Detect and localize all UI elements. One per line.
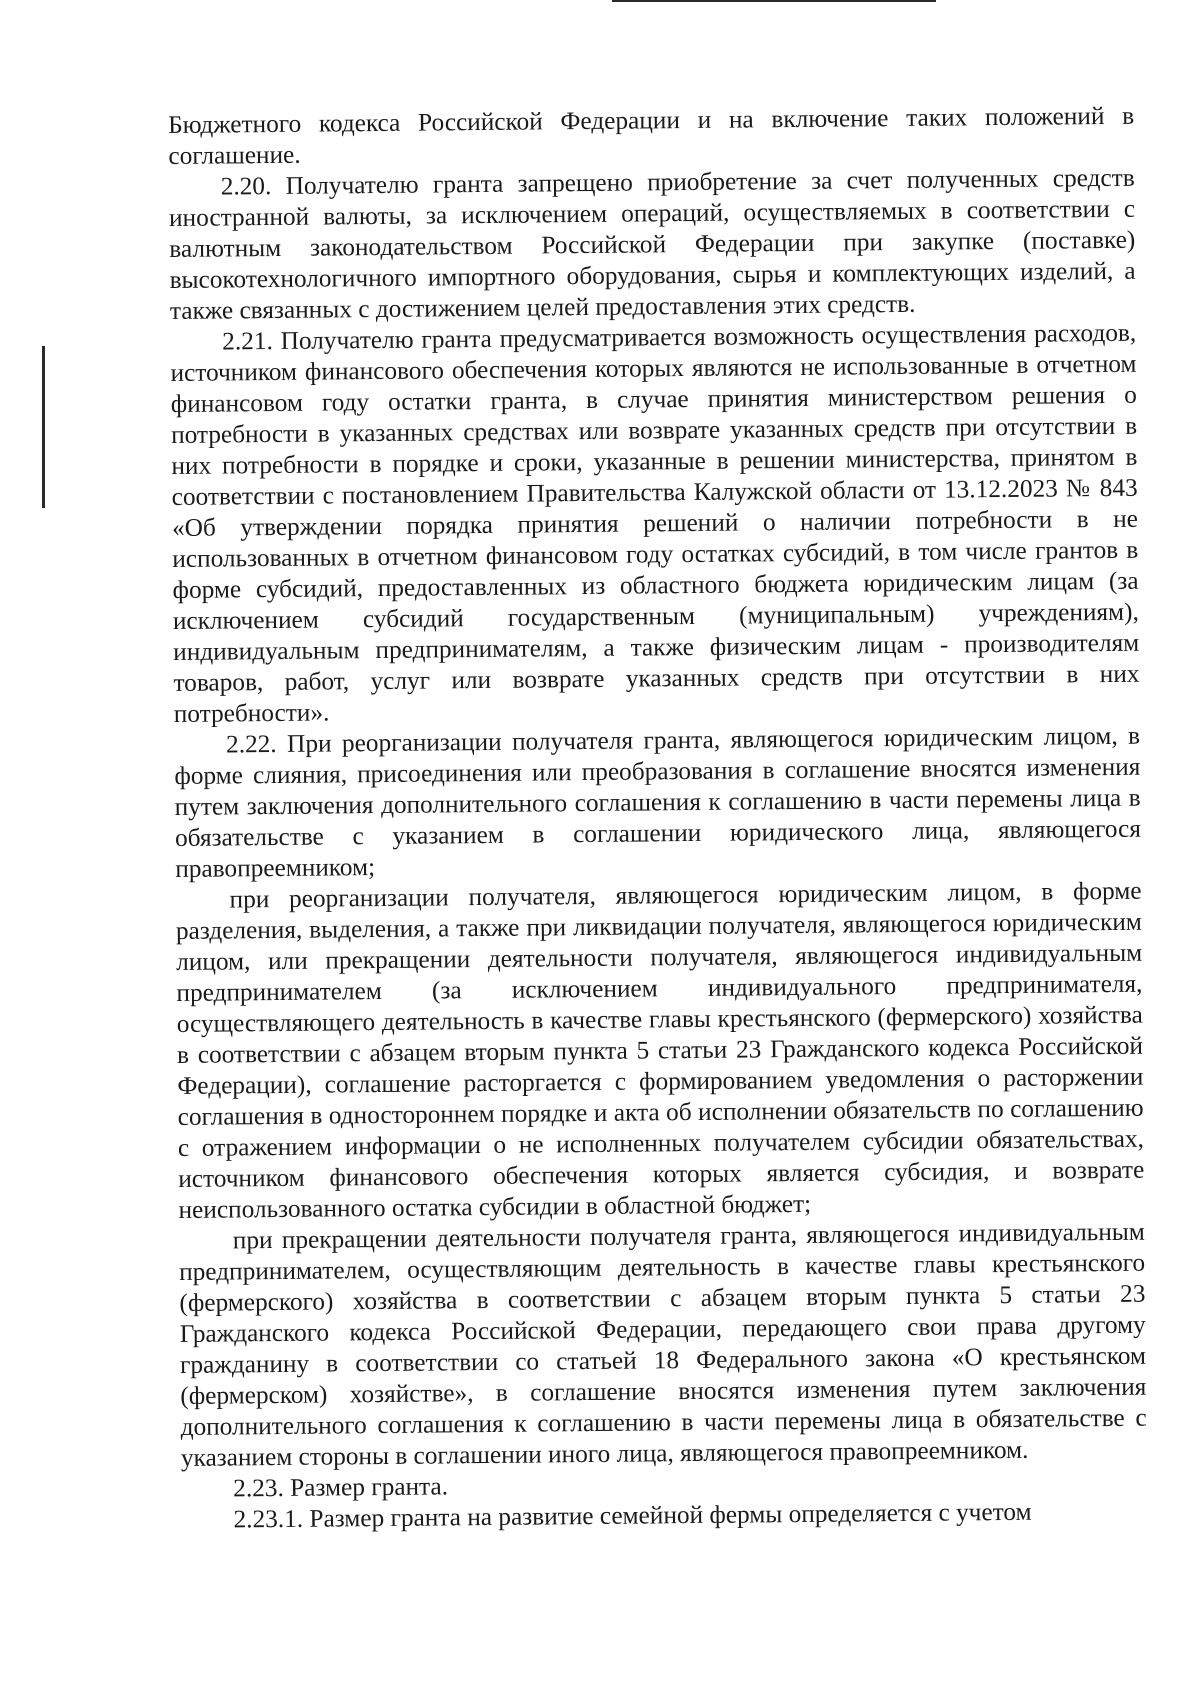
top-divider-line — [612, 0, 936, 2]
paragraph-2-23: 2.23. Размер гранта. — [233, 1472, 449, 1503]
margin-change-bar — [42, 346, 45, 508]
paragraph-2-22: 2.22. При реорганизации получателя гранта, являющегося юридическим лицом, в форме слияния, присоединения или преобразования в соглашение вносятся изменения путем заключения дополнительного соглашения к соглашению в части перемены лица в обязательстве с указанием в соглашении юридического лица, являющегося правопреемником; — [174, 721, 1142, 883]
document-body — [168, 101, 1148, 1536]
paragraph-continuation: Бюджетного кодекса Российской Федерации и на включение таких положений в соглашение. — [168, 101, 1135, 170]
paragraph-2-20: 2.20. Получателю гранта запрещено приобретение за счет полученных средств иностранной валюты, за исключением операций, осуществляемых в соответствии с валютным законодательством Российской Федерации при закупке (поставке) высокотехнологичного импортного оборудования, сырья и комплектующих изделий, а также связанных с достижением целей предоставления этих средств. — [168, 163, 1136, 325]
paragraph-reorganization-division: при реорганизации получателя, являющегося юридическим лицом, в форме разделения, выделения, а также при ликвидации получателя, являющегося юридическим лицом, или прекращении деятельности получателя, являющегося индивидуальным предпринимателем (за исключением индивидуального предпринимателя, осуществляющего деятельность в качестве главы крестьянского (фермерского) хозяйства в соответствии с абзацем вторым пункта 5 статьи 23 Гражданского кодекса Российской Федерации), соглашение расторгается с формированием уведомления о расторжении соглашения в одностороннем порядке и акта об исполнении обязательств по соглашению с отражением информации о не исполненных получателем субсидии обязательствах, источником финансового обеспечения которых является субсидия, и возврате неиспользованного остатка субсидии в областной бюджет; — [175, 876, 1145, 1224]
paragraph-2-21: 2.21. Получателю гранта предусматривается возможность осуществления расходов, источником финансового обеспечения которых являются не использованные в отчетном финансовом году остатки гранта, в случае принятия министерством решения о потребности в указанных средствах или возврате указанных средств при отсутствии в них потребности в порядке и сроки, указанные в решении министерства, принятом в соответствии с постановлением Правительства Калужской области от 13.12.2023 № 843 «Об утверждении порядка принятия решений о наличии потребности в не использованных в отчетном финансовом году остатках субсидий, в том числе грантов в форме субсидий, предоставленных из областного бюджета юридическим лицам (за исключением субсидий государственным (муниципальным) учреждениям), индивидуальным предпринимателям, а также физическим лицам - производителям товаров, работ, услуг или возврате указанных средств при отсутствии в них потребности». — [170, 318, 1140, 728]
paragraph-2-23-1: 2.23.1. Размер гранта на развитие семейной фермы определяется с учетом — [233, 1497, 1032, 1534]
paragraph-farm-head-termination: при прекращении деятельности получателя гранта, являющегося индивидуальным предпринимателем, осуществляющим деятельность в качестве главы крестьянского (фермерского) хозяйства в соответствии с абзацем вторым пункта 5 статьи 23 Гражданского кодекса Российской Федерации, передающего свои права другому гражданину в соответствии со статьей 18 Федерального закона «О крестьянском (фермерском) хозяйстве», в соглашение вносятся изменения путем заключения дополнительного соглашения к соглашению в части перемены лица в обязательстве с указанием стороны в соглашении иного лица, являющегося правопреемником. — [179, 1217, 1147, 1472]
